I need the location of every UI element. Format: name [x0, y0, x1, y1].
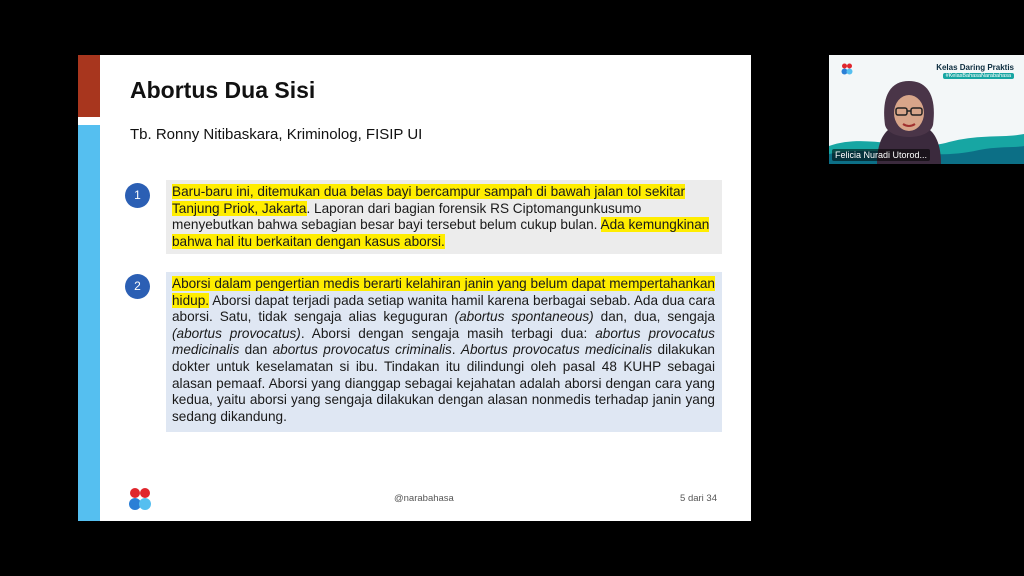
highlighted-text: Aborsi dalam pengertian medis berarti kelahiran janin yang belum dapat mempertahankan hidup. — [172, 276, 715, 308]
participant-video-tile[interactable] — [829, 55, 1024, 164]
italic-term: (abortus provocatus) — [172, 325, 301, 341]
highlighted-text: Ada kemungkinan bahwa hal itu berkaitan dengan kasus aborsi. — [172, 217, 710, 249]
point-number-badge: 1 — [125, 183, 150, 208]
point-1-text — [166, 180, 722, 254]
slide-accent-red — [78, 55, 100, 117]
narabahasa-logo-icon — [126, 485, 154, 513]
body-text: dan, dua, sengaja — [593, 309, 715, 325]
italic-term: abortus provocatus criminalis — [272, 342, 452, 358]
slide-accent-blue — [78, 125, 100, 521]
body-text: . Aborsi dengan sengaja masih terbagi dua: — [300, 325, 596, 341]
italic-term: Abortus provocatus medicinalis — [460, 342, 653, 358]
narabahasa-logo-icon — [840, 62, 854, 76]
page-indicator: 5 dari 34 — [680, 493, 717, 504]
slide-subtitle: Tb. Ronny Nitibaskara, Kriminolog, FISIP UI — [130, 126, 423, 143]
slide-title: Abortus Dua Sisi — [130, 77, 316, 103]
webcam-banner-title: Kelas Daring Praktis — [936, 63, 1014, 72]
body-text: dilakukan dokter untuk keselamatan si ibu. Tindakan itu dilindungi oleh pasal 48 KUHP sebagai alasan pemaaf. Aborsi yang dianggap sebagai kejahatan adalah aborsi dengan cara yang kedua, yaitu aborsi yang sengaja dilakukan dengan alasan nonmedis terhadap janin yang sedang dikandung. — [172, 342, 715, 424]
body-text: dan — [239, 342, 273, 358]
body-text: Aborsi dapat terjadi pada setiap wanita hamil karena berbagai sebab. Ada dua cara aborsi. Satu, tidak sengaja alias keguguran — [172, 292, 715, 325]
presentation-slide — [78, 55, 751, 521]
webcam-banner-tag: #KelasBahasaNarabahasa — [943, 73, 1014, 79]
footer-handle: @narabahasa — [394, 493, 454, 504]
body-text: . — [451, 342, 461, 358]
point-number-badge: 2 — [125, 274, 150, 299]
body-text: . Laporan dari bagian forensik RS Ciptomangunkusumo menyebutkan bahwa sebagian besar bayi tersebut belum cukup bulan. — [172, 200, 642, 233]
highlighted-text: Baru-baru ini, ditemukan dua belas bayi bercampur sampah di bawah jalan tol sekitar Tanjung Priok, Jakarta — [172, 184, 686, 216]
participant-name-label: Felicia Nuradi Utorod... — [832, 149, 930, 161]
italic-term: (abortus spontaneous) — [454, 309, 594, 325]
italic-term: abortus provocatus medicinalis — [172, 325, 715, 358]
point-2-text — [166, 272, 722, 432]
